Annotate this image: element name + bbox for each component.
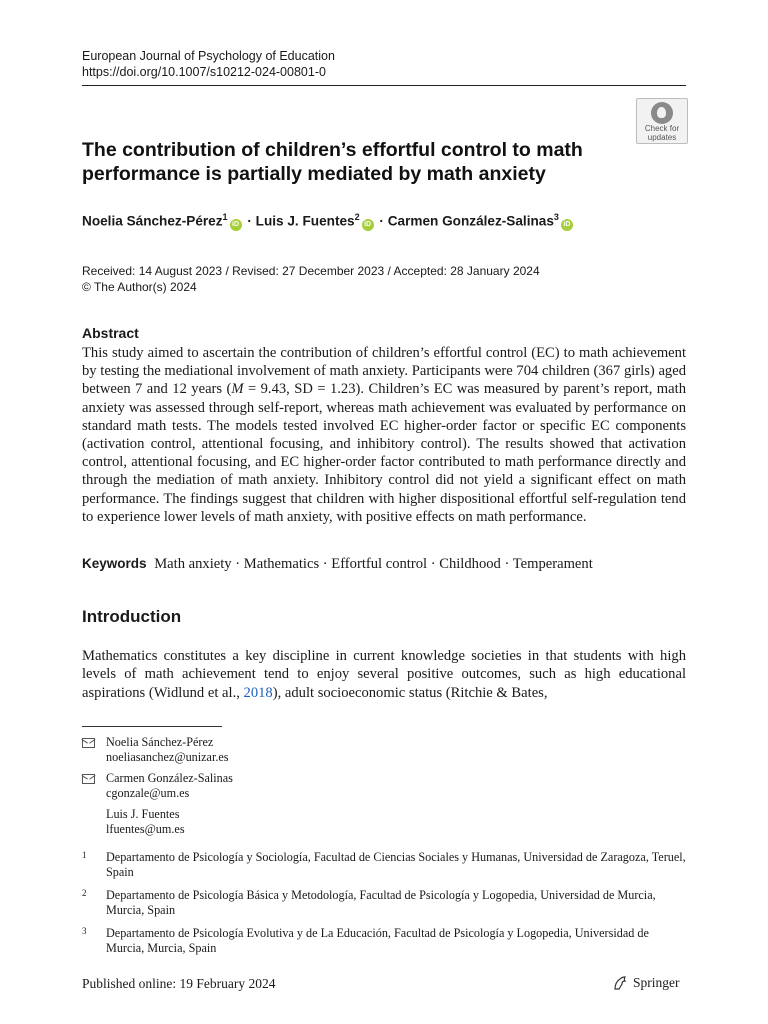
copyright: © The Author(s) 2024 <box>82 279 197 294</box>
author-separator: · <box>375 213 388 229</box>
keywords <box>82 555 702 573</box>
check-for-updates-badge[interactable] <box>636 98 688 144</box>
contact-name: Carmen González-Salinas <box>106 771 233 785</box>
doi-link[interactable]: https://doi.org/10.1007/s10212-024-00801-0 <box>82 65 326 79</box>
keywords-label: Keywords <box>82 556 147 571</box>
introduction-body <box>82 647 686 702</box>
contact-entry <box>82 771 686 801</box>
affiliations <box>82 850 686 964</box>
check-updates-line1: Check for <box>644 124 680 133</box>
affiliation-number: 1 <box>82 850 87 860</box>
envelope-icon <box>82 738 95 748</box>
orcid-icon[interactable]: iD <box>561 219 573 231</box>
abstract-text-part1: This study aimed to ascertain the contribution of children’s effortful control (EC) to math achievement by testing the mediational involvement of math anxiety. Participants were 704 children (367 girls) aged between 7 and 12 years ( <box>82 345 686 398</box>
abstract-body <box>82 344 686 526</box>
contact-email[interactable]: lfuentes@um.es <box>106 822 185 836</box>
header-rule <box>82 85 686 86</box>
affiliation-text: Departamento de Psicología Básica y Metodología, Facultad de Psicología y Logopedia, Universidad de Murcia, Murcia, Spain <box>106 888 656 917</box>
intro-text-part2: ), adult socioeconomic status (Ritchie & Bates, <box>272 684 548 701</box>
contact-email[interactable]: noeliasanchez@unizar.es <box>106 750 229 764</box>
journal-name: European Journal of Psychology of Education <box>82 49 335 63</box>
abstract-mean-symbol: M <box>231 381 244 398</box>
article-dates <box>82 264 540 295</box>
author-separator: · <box>243 213 256 229</box>
history-dates: Received: 14 August 2023 / Revised: 27 December 2023 / Accepted: 28 January 2024 <box>82 264 540 278</box>
affiliation-entry <box>82 850 686 880</box>
intro-text-part1: Mathematics constitutes a key discipline in current knowledge societies in that students with high levels of math achievement tend to enjoy several positive outcomes, such as high educational aspirations (Widlund et al., <box>82 648 686 701</box>
author-name[interactable]: Noelia Sánchez-Pérez <box>82 213 223 229</box>
keywords-list: Math anxiety · Mathematics · Effortful control · Childhood · Temperament <box>154 556 593 572</box>
affiliation-entry <box>82 888 686 918</box>
affiliation-text: Departamento de Psicología Evolutiva y de La Educación, Facultad de Psicología y Logopedia, Universidad de Murcia, Murcia, Spain <box>106 926 649 955</box>
orcid-icon[interactable]: iD <box>362 219 374 231</box>
journal-header <box>82 48 335 80</box>
abstract-text-part2: = 9.43, SD = 1.23). Children’s EC was measured by parent’s report, math anxiety was assessed through self-report, whereas math achievement was evaluated by performance on standard math tests. The models tested involved EC higher-order factor or specific EC components (activation control, attentional focusing, and inhibitory control). The results showed that activation control, attentional focusing, and EC higher-order factor contributed to math performance directly and through the mediation of math anxiety. Inhibitory control did not yield a significant effect on math performance. The findings suggest that children with higher dispositional effortful self-regulation tend to experience lower levels of math anxiety, with positive effects on math performance. <box>82 381 686 525</box>
affiliation-entry <box>82 926 686 956</box>
author-list <box>82 208 682 231</box>
citation-link-2018[interactable]: 2018 <box>243 684 273 701</box>
publisher-logo <box>612 975 680 991</box>
affiliation-number: 2 <box>82 888 87 898</box>
article-title: The contribution of children’s effortful control to math performance is partially mediated by math anxiety <box>82 139 583 185</box>
check-updates-icon <box>651 102 673 124</box>
published-online-date: Published online: 19 February 2024 <box>82 976 276 991</box>
introduction-heading: Introduction <box>82 607 182 626</box>
footnote-rule <box>82 726 222 727</box>
affiliation-number: 3 <box>82 926 87 936</box>
author-name[interactable]: Luis J. Fuentes <box>255 213 355 229</box>
corresponding-contacts <box>82 735 686 843</box>
springer-horse-icon <box>612 975 628 991</box>
author-affiliation-mark: 1 <box>222 212 228 222</box>
publisher-name: Springer <box>633 975 680 990</box>
abstract-heading: Abstract <box>82 325 139 341</box>
affiliation-text: Departamento de Psicología y Sociología, Facultad de Ciencias Sociales y Humanas, Universidad de Zaragoza, Teruel, Spain <box>106 850 686 879</box>
contact-email[interactable]: cgonzale@um.es <box>106 786 190 800</box>
contact-name: Luis J. Fuentes <box>106 807 180 821</box>
envelope-icon <box>82 774 95 784</box>
author-affiliation-mark: 2 <box>354 212 360 222</box>
contact-entry <box>82 735 686 765</box>
contact-entry <box>82 807 686 837</box>
author-affiliation-mark: 3 <box>553 212 559 222</box>
check-updates-line2: updates <box>647 132 677 142</box>
author-name[interactable]: Carmen González-Salinas <box>387 213 554 229</box>
orcid-icon[interactable]: iD <box>230 219 242 231</box>
contact-name: Noelia Sánchez-Pérez <box>106 735 214 749</box>
